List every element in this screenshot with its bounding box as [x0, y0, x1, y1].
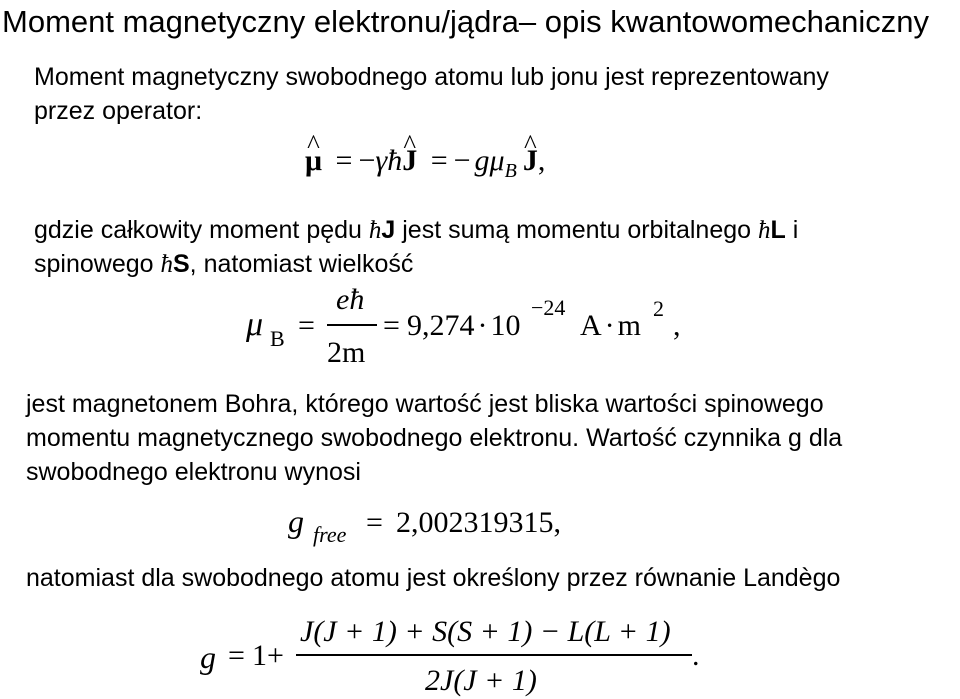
- equals-sign: =: [228, 639, 245, 672]
- equals-sign: =: [366, 506, 383, 539]
- exponent: −24: [531, 295, 566, 320]
- subscript-b: B: [504, 160, 517, 182]
- g-symbol: g: [474, 144, 490, 177]
- fraction-denominator: [327, 338, 365, 368]
- unit-ampere: A: [580, 309, 602, 342]
- equation-magnetic-moment-operator: [305, 146, 545, 181]
- multiply-dot: ·: [604, 309, 615, 342]
- hbar-symbol: ħ: [160, 251, 173, 278]
- gamma-symbol: γ: [375, 144, 388, 177]
- equals-sign: =: [298, 309, 315, 342]
- j-symbol: J: [381, 216, 396, 244]
- paragraph-line: [34, 252, 413, 277]
- paragraph-line: momentu magnetycznego swobodnego elektronu. Wartość czynnika g dla: [26, 424, 843, 452]
- s-symbol: S: [172, 250, 190, 278]
- lande-numerator: J(J + 1) + S(S + 1) − L(L + 1): [300, 615, 671, 648]
- text-run: gdzie całkowity moment pędu: [34, 216, 369, 244]
- comma: ,: [673, 309, 681, 342]
- hbar-symbol: ħ: [368, 217, 382, 244]
- fraction-bar: [327, 324, 377, 326]
- fraction-numerator: eħ: [336, 283, 365, 316]
- multiply-dot: ·: [477, 309, 488, 342]
- g-free-value: 2,002319315,: [396, 506, 561, 539]
- j-operator: ^ J: [402, 146, 417, 176]
- g-symbol: g: [200, 639, 216, 675]
- subscript-b: B: [270, 326, 285, 351]
- paragraph-line: jest magnetonem Bohra, którego wartość jest bliska wartości spinowego: [26, 390, 824, 418]
- text-run: jest sumą momentu orbitalnego: [395, 216, 758, 244]
- one-plus: 1+: [252, 639, 284, 672]
- paragraph-line: [34, 218, 798, 243]
- fraction-bar: [296, 654, 692, 656]
- mu-operator: ^ μ: [305, 146, 322, 176]
- text-run: spinowego: [34, 250, 161, 278]
- period: .: [692, 639, 700, 672]
- unit-meter: m: [617, 309, 642, 342]
- unit-exponent: 2: [653, 296, 664, 321]
- value-text: 9,274: [407, 309, 475, 342]
- lande-denominator: 2J(J + 1): [425, 664, 537, 697]
- equals-sign: =: [430, 144, 448, 177]
- comma: ,: [537, 144, 546, 177]
- paragraph-line: swobodnego elektronu wynosi: [26, 458, 361, 486]
- minus-sign: −: [358, 144, 376, 177]
- paragraph-line: przez operator:: [34, 97, 203, 125]
- mu-symbol: μ: [489, 144, 505, 177]
- g-symbol: g: [288, 503, 304, 539]
- equals-sign: =: [383, 309, 400, 342]
- text-run: , natomiast wielkość: [189, 250, 414, 278]
- hbar-symbol: ħ: [757, 217, 771, 244]
- mu-symbol: μ: [246, 306, 264, 343]
- equals-sign: =: [335, 144, 353, 177]
- subscript-free: free: [313, 522, 347, 547]
- j-operator: ^ J: [523, 146, 538, 176]
- bohr-magneton-value: [407, 311, 521, 341]
- minus-sign: −: [453, 144, 471, 177]
- hbar-symbol: ħ: [387, 144, 403, 177]
- unit: [580, 311, 641, 341]
- l-symbol: L: [770, 216, 786, 244]
- text-run: i: [785, 216, 799, 244]
- base-ten: 10: [490, 309, 521, 342]
- paragraph-line: Moment magnetyczny swobodnego atomu lub jonu jest reprezentowany: [34, 63, 829, 91]
- paragraph-line: natomiast dla swobodnego atomu jest określony przez równanie Landègo: [26, 564, 841, 592]
- page-title: Moment magnetyczny elektronu/jądra– opis kwantowomechaniczny: [2, 4, 930, 39]
- denominator-text: 2m: [327, 336, 366, 369]
